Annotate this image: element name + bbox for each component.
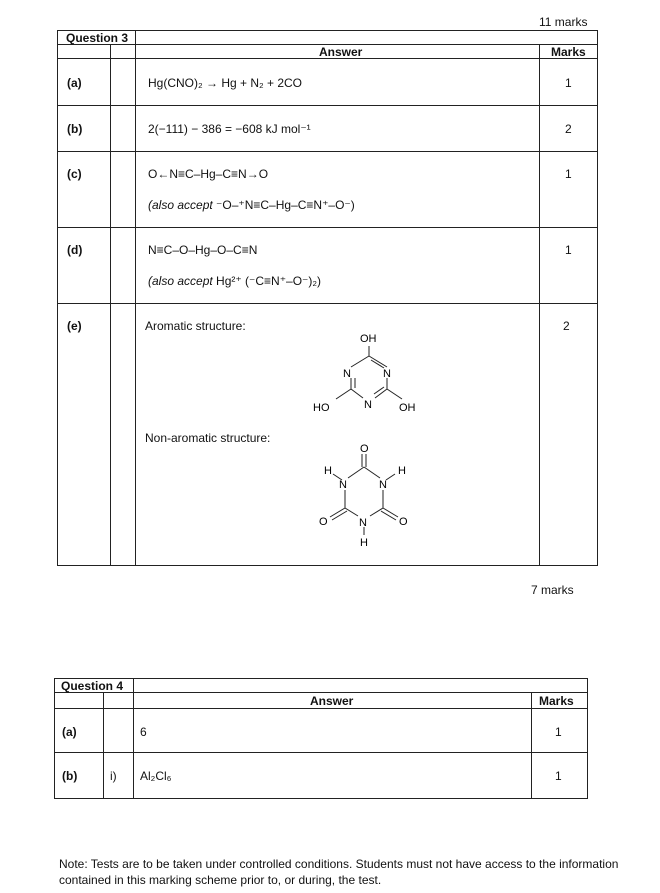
alternative-answer xyxy=(148,198,355,212)
oxygen-right: O xyxy=(399,516,408,528)
nonaromatic-label: Non-aromatic structure: xyxy=(145,431,271,445)
answer-text: 2(−111) − 386 = −608 kJ mol⁻¹ xyxy=(148,122,311,136)
answer-column-header: Answer xyxy=(319,45,363,59)
row-marks: 1 xyxy=(555,725,562,739)
oxygen-left: O xyxy=(319,516,328,528)
nitrogen-bottom: N xyxy=(359,517,367,529)
row-sublabel: i) xyxy=(110,769,117,783)
aromatic-label: Aromatic structure: xyxy=(145,319,246,333)
row-marks: 2 xyxy=(563,319,570,333)
total-marks: 11 marks xyxy=(539,15,588,29)
row-label: (c) xyxy=(67,167,82,181)
answer-column-header: Answer xyxy=(310,694,354,708)
nitrogen-right: N xyxy=(383,368,391,380)
answer-text: 6 xyxy=(140,725,147,739)
row-marks: 1 xyxy=(565,76,572,90)
oxygen-top: O xyxy=(360,443,369,455)
marks-column-header: Marks xyxy=(539,694,574,708)
question3-marks: 7 marks xyxy=(531,583,574,597)
row-label: (a) xyxy=(62,725,77,739)
row-marks: 1 xyxy=(565,167,572,181)
nitrogen-left: N xyxy=(343,368,351,380)
alternative-body: Hg²⁺ (⁻C≡N⁺–O⁻)₂) xyxy=(216,274,322,288)
answer-text: N≡C–O–Hg–O–C≡N xyxy=(148,243,258,257)
nitrogen-right: N xyxy=(379,479,387,491)
alternative-prefix: (also accept xyxy=(148,198,217,212)
aromatic-structure-diagram xyxy=(300,326,440,420)
hydroxyl-left: HO xyxy=(313,402,330,414)
row-label: (d) xyxy=(67,243,83,257)
answer-text: O←N≡C–Hg–C≡N→O xyxy=(148,167,269,181)
nitrogen-bottom: N xyxy=(364,399,372,411)
row-label: (e) xyxy=(67,319,82,333)
marks-column-header: Marks xyxy=(551,45,586,59)
row-marks: 1 xyxy=(555,769,562,783)
nonaromatic-structure-diagram xyxy=(300,440,440,552)
row-marks: 1 xyxy=(565,243,572,257)
row-label: (a) xyxy=(67,76,82,90)
alternative-answer xyxy=(148,274,321,288)
hydrogen-left: H xyxy=(324,465,332,477)
question4-title: Question 4 xyxy=(61,679,124,693)
answer-text: Al₂Cl₆ xyxy=(140,769,172,783)
row-marks: 2 xyxy=(565,122,572,136)
alternative-prefix: (also accept xyxy=(148,274,217,288)
answer-text: Hg(CNO)₂ → Hg + N₂ + 2CO xyxy=(148,76,303,90)
alternative-body: ⁻O–⁺N≡C–Hg–C≡N⁺–O⁻) xyxy=(216,198,355,212)
row-label: (b) xyxy=(62,769,78,783)
nitrogen-left: N xyxy=(339,479,347,491)
row-label: (b) xyxy=(67,122,83,136)
hydroxyl-top: OH xyxy=(360,333,377,345)
hydrogen-bottom: H xyxy=(360,537,368,549)
footer-note: Note: Tests are to be taken under controlled conditions. Students must not have access to the information contained in this marking scheme prior to, or during, the test. xyxy=(59,857,619,887)
hydroxyl-right: OH xyxy=(399,402,416,414)
question3-title: Question 3 xyxy=(66,31,129,45)
hydrogen-right: H xyxy=(398,465,406,477)
